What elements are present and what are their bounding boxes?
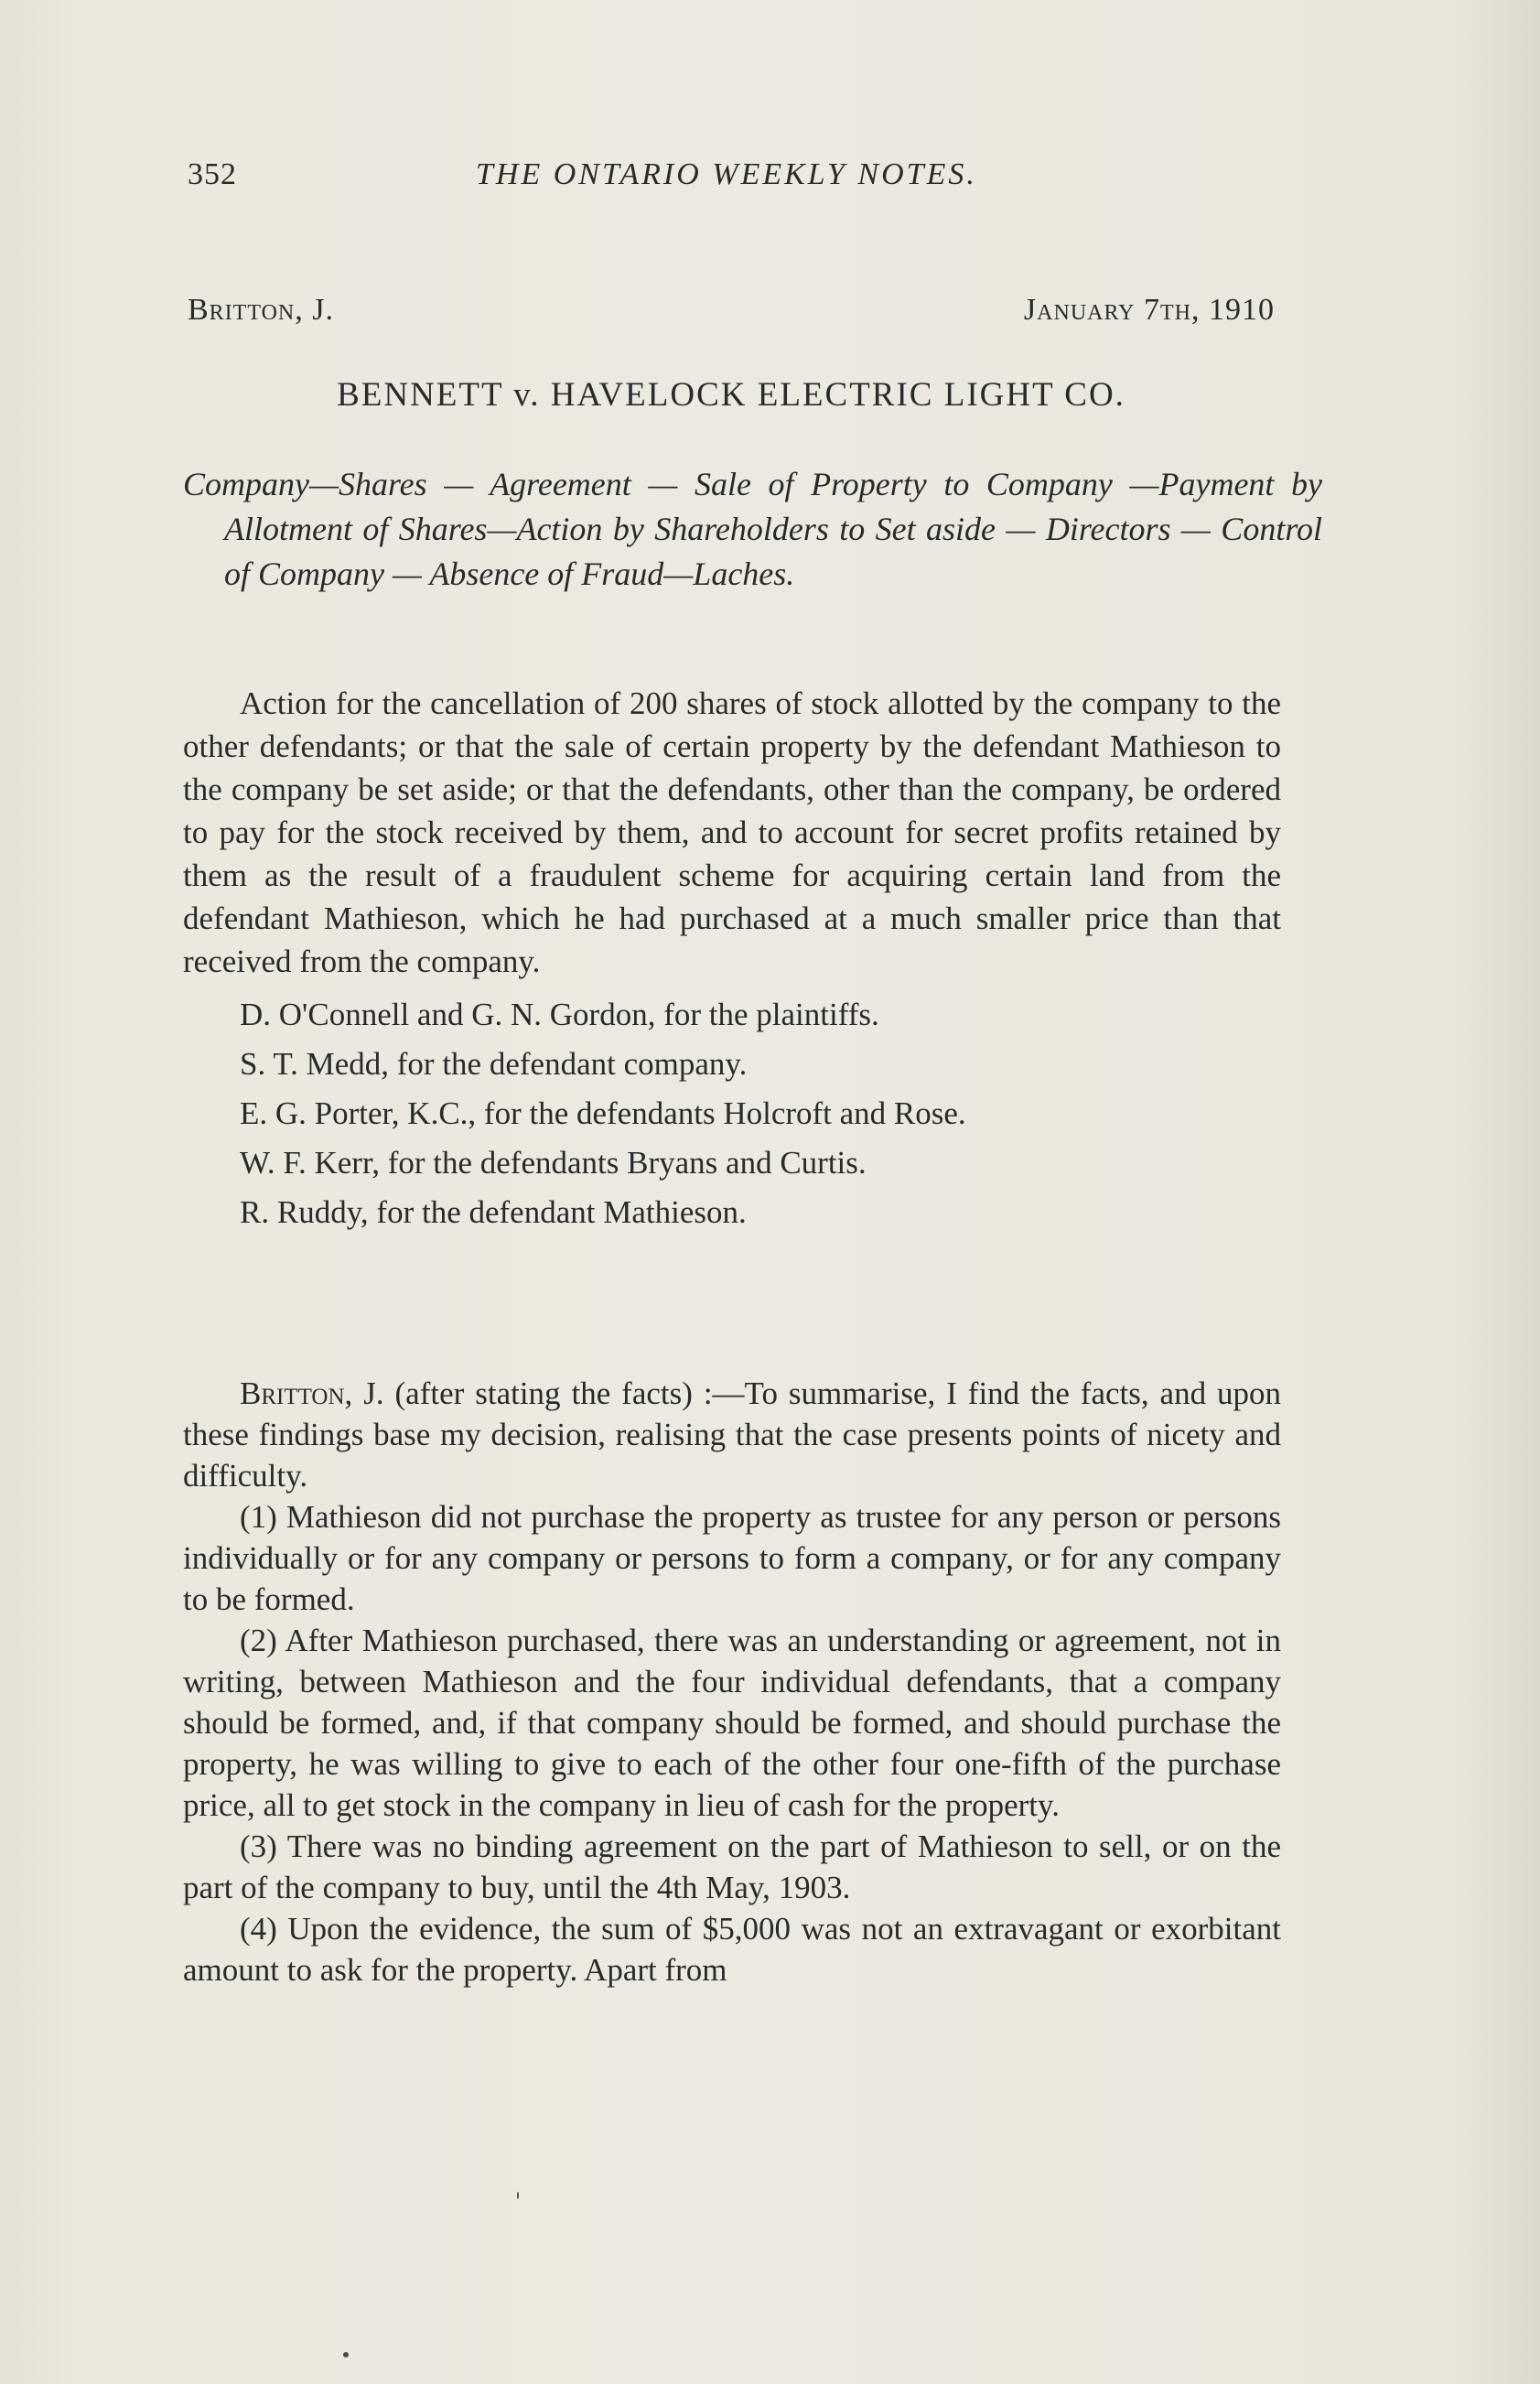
case-title: BENNETT v. HAVELOCK ELECTRIC LIGHT CO. xyxy=(337,376,1125,414)
running-title: THE ONTARIO WEEKLY NOTES. xyxy=(476,157,977,191)
headnote: Company—Shares — Agreement — Sale of Property to Company —Payment by Allotment of Shares—Action by Shareholders to Set aside — Directors — Control of Company — Absence of Fraud—Laches. xyxy=(183,466,1322,592)
finding-paragraph: (1) Mathieson did not purchase the property as trustee for any person or persons individually or for any company or persons to form a company, or for any company to be formed. xyxy=(183,1499,1281,1617)
finding-paragraph: (3) There was no binding agreement on the part of Mathieson to sell, or on the part of the company to buy, until the 4th May, 1903. xyxy=(183,1828,1281,1905)
page-number: 352 xyxy=(188,157,237,191)
counsel-line: E. G. Porter, K.C., for the defendants Holcroft and Rose. xyxy=(240,1095,966,1131)
decision-date: January 7th, 1910 xyxy=(1023,293,1275,327)
case-summary-section xyxy=(183,682,1281,1237)
page-header xyxy=(188,157,1275,203)
finding-paragraph: (2) After Mathieson purchased, there was an understanding or agreement, not in writing, between Mathieson and the four individual defendants, that a company should be formed, and, if that company should be formed, and should purchase the property, he was willing to give to each of the other four one-fifth of the purchase price, all to get stock in the company in lieu of cash for the property. xyxy=(183,1623,1281,1823)
judgment-opening xyxy=(183,1373,1281,1496)
judgment-opening-text: (after stating the facts) :—To summarise, I find the facts, and upon these findings base my decision, realising that the case presents points of nicety and difficulty. xyxy=(183,1375,1282,1494)
judgment-judge-name: Britton, J. xyxy=(240,1375,384,1411)
judge-name: Britton, J. xyxy=(188,293,334,327)
judgment-section xyxy=(183,1373,1281,1990)
judge-date-line xyxy=(188,293,1275,339)
counsel-list xyxy=(183,990,1281,1237)
counsel-line: D. O'Connell and G. N. Gordon, for the plaintiffs. xyxy=(240,997,879,1032)
ink-speck xyxy=(343,2352,349,2357)
case-summary: Action for the cancellation of 200 shares of stock allotted by the company to the other defendants; or that the sale of certain property by the defendant Mathieson to the company be set aside; or that the defendants, other than the company, be ordered to pay for the stock received by them, and to account for secret profits retained by them as the result of a fraudulent scheme for acquiring certain land from the defendant Mathieson, which he had purchased at a much smaller price than that received from the company. xyxy=(183,685,1281,979)
counsel-line: W. F. Kerr, for the defendants Bryans and Curtis. xyxy=(240,1145,867,1181)
counsel-line: R. Ruddy, for the defendant Mathieson. xyxy=(240,1194,747,1230)
counsel-line: S. T. Medd, for the defendant company. xyxy=(240,1046,748,1082)
finding-paragraph: (4) Upon the evidence, the sum of $5,000 was not an extravagant or exorbitant amount to ask for the property. Apart from xyxy=(183,1911,1281,1988)
ink-speck xyxy=(517,2192,519,2199)
